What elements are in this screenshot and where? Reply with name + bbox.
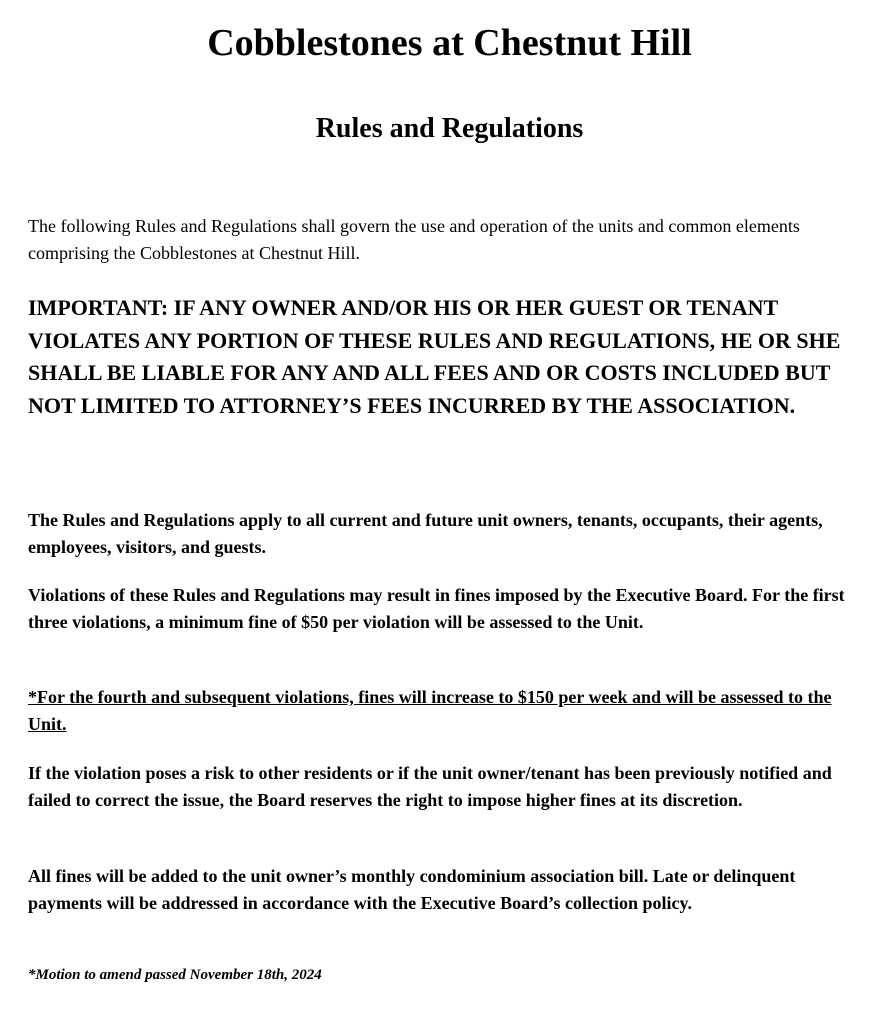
- higher-fines-paragraph: If the violation poses a risk to other residents or if the unit owner/tenant has been previously notified and failed to correct the issue, the Board reserves the right to impose higher fines at its discretion.: [28, 763, 832, 810]
- document-subtitle: Rules and Regulations: [315, 113, 584, 144]
- intro-paragraph: The following Rules and Regulations shall govern the use and operation of the units and common elements comprising the Cobblestones at Chestnut Hill.: [28, 216, 800, 263]
- important-notice: IMPORTANT: IF ANY OWNER AND/OR HIS OR HER GUEST OR TENANT VIOLATES ANY PORTION OF THESE RULES AND REGULATIONS, HE OR SHE SHALL BE LIABLE FOR ANY AND ALL FEES AND OR COSTS INCLUDED BUT NOT LIMITED TO ATTORNEY’S FEES INCURRED BY THE ASSOCIATION.: [28, 295, 841, 418]
- violations-fines-paragraph: Violations of these Rules and Regulations may result in fines imposed by the Executive Board. For the first three violations, a minimum fine of $50 per violation will be assessed to the Unit.: [28, 585, 845, 632]
- document-title: Cobblestones at Chestnut Hill: [207, 22, 692, 64]
- subsequent-violations-paragraph: *For the fourth and subsequent violations, fines will increase to $150 per week and will be assessed to the Unit.: [28, 687, 832, 734]
- billing-paragraph: All fines will be added to the unit owner’s monthly condominium association bill. Late or delinquent payments will be addressed in accordance with the Executive Board’s collection policy.: [28, 866, 796, 913]
- amendment-footnote: *Motion to amend passed November 18th, 2024: [28, 967, 322, 983]
- applicability-paragraph: The Rules and Regulations apply to all current and future unit owners, tenants, occupants, their agents, employees, visitors, and guests.: [28, 510, 823, 557]
